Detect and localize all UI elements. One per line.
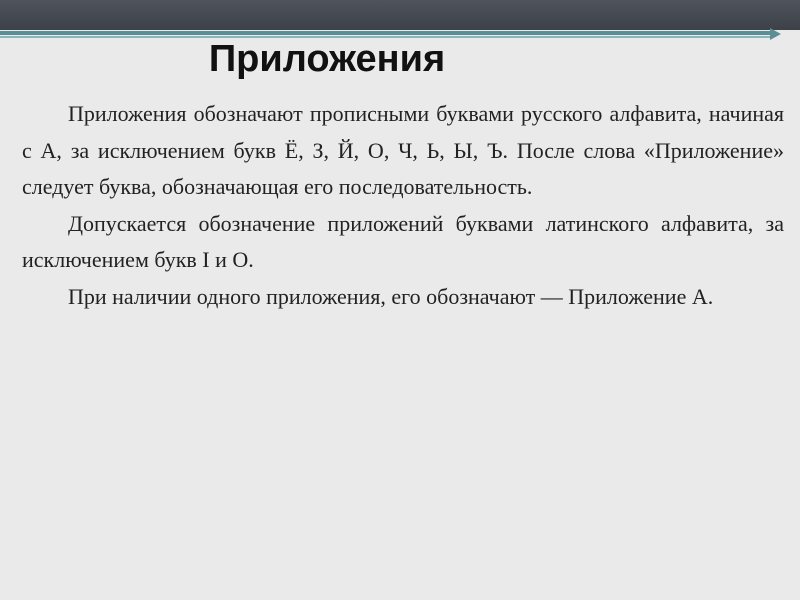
accent-line bbox=[0, 31, 770, 35]
top-header-bar bbox=[0, 0, 800, 30]
slide-title: Приложения bbox=[208, 38, 446, 80]
paragraph-1: Приложения обозначают прописными буквами русского алфавита, начиная с А, за исключением букв Ё, З, Й, О, Ч, Ь, Ы, Ъ. После слова «Приложение» следует буква, обозначающая его последовательность. bbox=[22, 101, 784, 199]
arrow-right-icon bbox=[770, 28, 781, 40]
paragraph-3: При наличии одного приложения, его обозначают — Приложение А. bbox=[68, 283, 714, 309]
paragraph-2: Допускается обозначение приложений буквами латинского алфавита, за исключением букв I и O. bbox=[22, 210, 784, 272]
slide-body bbox=[22, 96, 784, 315]
